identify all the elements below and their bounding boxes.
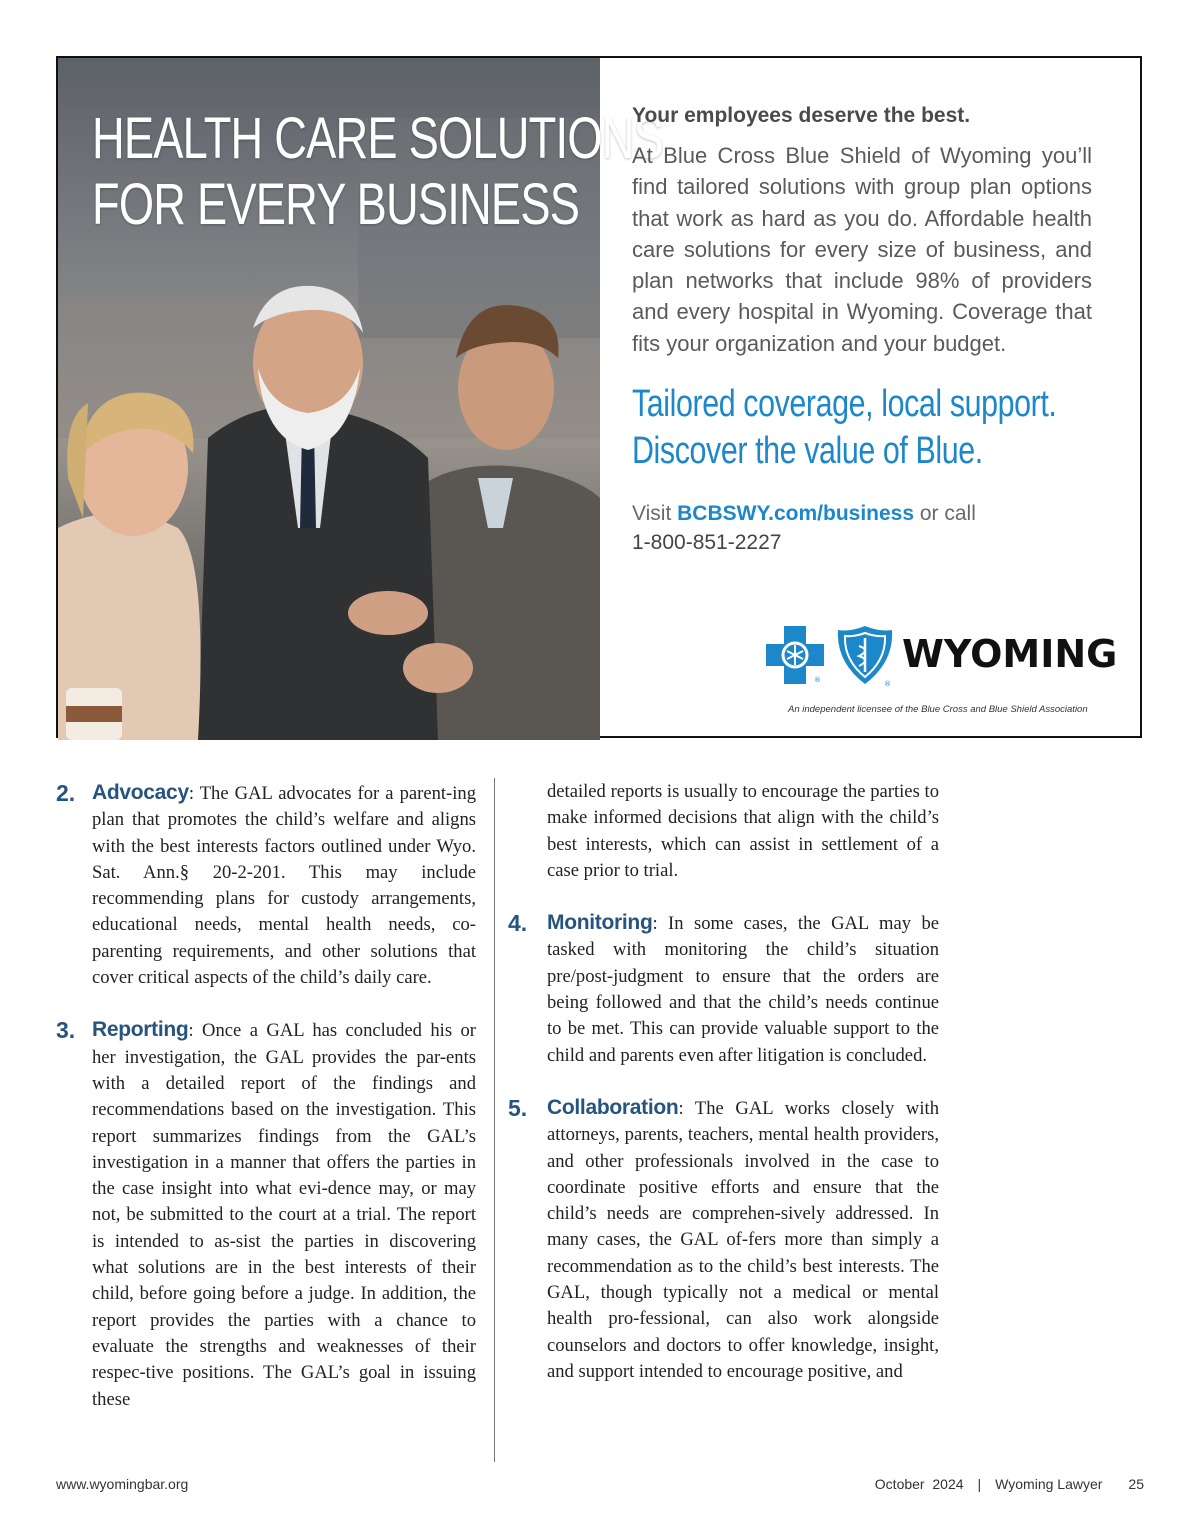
visit-prefix: Visit (632, 502, 678, 526)
footer-publication: Wyoming Lawyer (995, 1476, 1103, 1492)
page-number: 25 (1128, 1476, 1144, 1492)
ad-contact (632, 499, 1092, 557)
footer-info (875, 1476, 1144, 1492)
footer-website[interactable]: www.wyomingbar.org (56, 1476, 189, 1492)
item-text: : In some cases, the GAL may be tasked with monitoring the child’s situation pre/post-judgment to ensure that the orders are being followed and that the child’s needs continue to be met. This can provide valuable support to the child and parents even after litigation is concluded. (547, 913, 939, 1066)
blue-cross-icon (764, 624, 826, 686)
ad-headline-line2: FOR EVERY BUSINESS (92, 172, 580, 237)
ad-lead: Your employees deserve the best. (632, 104, 971, 127)
item-heading: Monitoring (547, 911, 653, 935)
bcbs-advertisement (56, 56, 1142, 738)
logo-wordmark: WYOMING (902, 632, 1118, 676)
list-item-advocacy (56, 780, 476, 991)
item-heading: Advocacy (92, 781, 189, 804)
svg-text:®: ® (814, 676, 821, 684)
svg-text:®: ® (884, 680, 891, 688)
item-text: : Once a GAL has concluded his or her investigation, the GAL provides the par-ents with a detailed report of the findings and recommendations based on the investigation. This report summarizes findings from the GAL’s investigation in a manner that offers the parties in the case insight into what evi-dence may, or may not, be submitted to the court at a trial. The report is intended to as-sist the parties in discovering what solutions are in the best interests of their child, before going before a judge. In addition, the report provides the parties with a chance to evaluate the strengths and weaknesses of their respec-tive positions. The GAL’s goal in issuing these (92, 1020, 476, 1410)
ad-tagline-line2: Discover the value of Blue. (632, 430, 983, 473)
ad-headline-line1: HEALTH CARE SOLUTIONS (92, 106, 664, 171)
phone-number[interactable]: 1-800-851-2227 (632, 531, 782, 555)
column-divider (494, 778, 495, 1462)
ad-copy (632, 104, 1092, 557)
item-number: 2. (56, 780, 76, 806)
item-heading: Reporting (92, 1018, 189, 1042)
website-link[interactable]: BCBSWY.com/business (677, 502, 915, 526)
ad-body: At Blue Cross Blue Shield of Wyoming you’ll find tailored solutions with group plan options that work as hard as you do. Affordable health care solutions for every size of business, and plan networks that include 98% of providers and every hospital in Wyoming. Coverage that fits your organization and your budget. (632, 143, 1092, 356)
list-item-monitoring (508, 910, 939, 1069)
item-text: : The GAL advocates for a parent-ing plan that promotes the child’s welfare and aligns with the best interests factors outlined under Wyo. Sat. Ann.§ 20-2-201. This may include recommending plans for custody arrangements, educational needs, mental health needs, co-parenting requirements, and other solutions that cover critical aspects of the child’s daily care. (92, 783, 476, 989)
ad-tagline-line1: Tailored coverage, local support. (632, 383, 1057, 426)
item-number: 3. (56, 1017, 76, 1044)
visit-suffix: or call (914, 502, 976, 526)
item-number: 5. (508, 1094, 528, 1121)
article-column-left (56, 780, 476, 1413)
item-text: : The GAL works closely with attorneys, parents, teachers, mental health providers, and other professionals involved in the case to coordinate positive efforts and ensure that the child’s needs are comprehen-sively addressed. In many cases, the GAL of-fers more than simply a recommendation as to the child’s best interests. The GAL, though typically not a medical or mental health pro-fessional, can also work alongside counselors and doctors to offer knowledge, insight, and support intended to encourage positive, and (547, 1097, 939, 1382)
footer-issue: October 2024 (874, 1476, 964, 1492)
article-column-right (508, 779, 939, 1385)
blue-shield-icon (834, 624, 896, 688)
footer-separator: | (977, 1476, 982, 1492)
reporting-continuation: detailed reports is usually to encourage the parties to make informed decisions that align with the child’s best interests, which can assist in settlement of a case prior to trial. (547, 781, 939, 881)
item-number: 4. (508, 910, 528, 937)
ad-tagline (632, 381, 1057, 475)
list-item-reporting (56, 1017, 476, 1412)
item-heading: Collaboration (547, 1095, 679, 1119)
ad-headline (92, 106, 664, 238)
list-item-collaboration (508, 1095, 939, 1385)
licensee-note: An independent licensee of the Blue Cross and Blue Shield Association (788, 704, 1088, 715)
